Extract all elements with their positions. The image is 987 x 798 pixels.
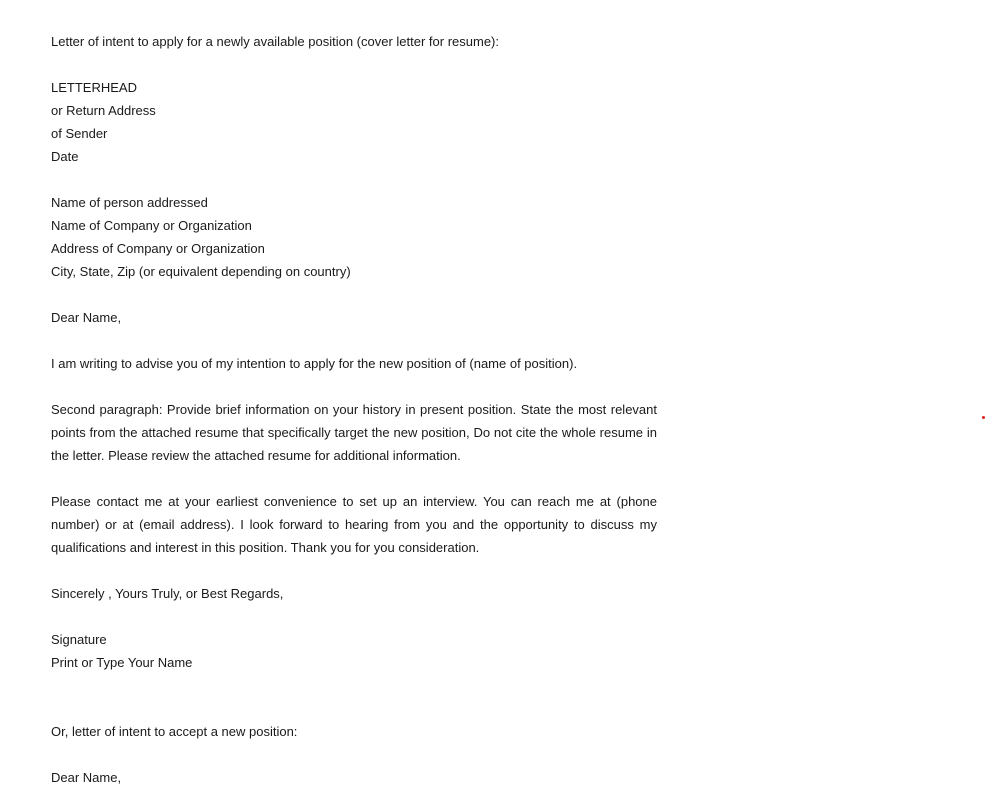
spacer: [51, 283, 657, 306]
recipient-address: Address of Company or Organization: [51, 241, 265, 256]
second-letter-heading: Or, letter of intent to accept a new position:: [51, 724, 298, 739]
sender-of-sender: of Sender: [51, 126, 108, 141]
sender-return-address: or Return Address: [51, 103, 156, 118]
recipient-company: Name of Company or Organization: [51, 218, 252, 233]
spacer: [51, 605, 657, 628]
second-salutation: Dear Name,: [51, 770, 122, 785]
recipient-name: Name of person addressed: [51, 195, 208, 210]
sender-block: [51, 76, 657, 168]
spacer: [51, 467, 657, 490]
salutation: Dear Name,: [51, 310, 122, 325]
sender-letterhead: LETTERHEAD: [51, 80, 137, 95]
body-paragraph-1: I am writing to advise you of my intention to apply for the new position of (name of position).: [51, 356, 578, 371]
signature-block: [51, 628, 657, 674]
body-paragraph-3: Please contact me at your earliest convenience to set up an interview. You can reach me at (phone number) or at (email address). I look forward to hearing from you and the opportunity to discuss my qualifications and interest in this position. Thank you for you consideration.: [51, 494, 657, 555]
intro-heading: Letter of intent to apply for a newly available position (cover letter for resume):: [51, 34, 499, 49]
closing: Sincerely , Yours Truly, or Best Regards,: [51, 586, 284, 601]
signature-label: Signature: [51, 632, 107, 647]
spacer: [51, 559, 657, 582]
document-page: [51, 30, 657, 789]
recipient-block: [51, 191, 657, 283]
sender-date: Date: [51, 149, 79, 164]
spacer: [51, 53, 657, 76]
spacer: [51, 674, 657, 720]
spacer: [51, 329, 657, 352]
spacer: [51, 168, 657, 191]
red-marker-dot: [982, 416, 985, 419]
printed-name-label: Print or Type Your Name: [51, 655, 193, 670]
recipient-city-state-zip: City, State, Zip (or equivalent depending on country): [51, 264, 351, 279]
body-paragraph-2: Second paragraph: Provide brief information on your history in present position. State the most relevant points from the attached resume that specifically target the new position, Do not cite the whole resume in the letter. Please review the attached resume for additional information.: [51, 402, 657, 463]
spacer: [51, 743, 657, 766]
spacer: [51, 375, 657, 398]
